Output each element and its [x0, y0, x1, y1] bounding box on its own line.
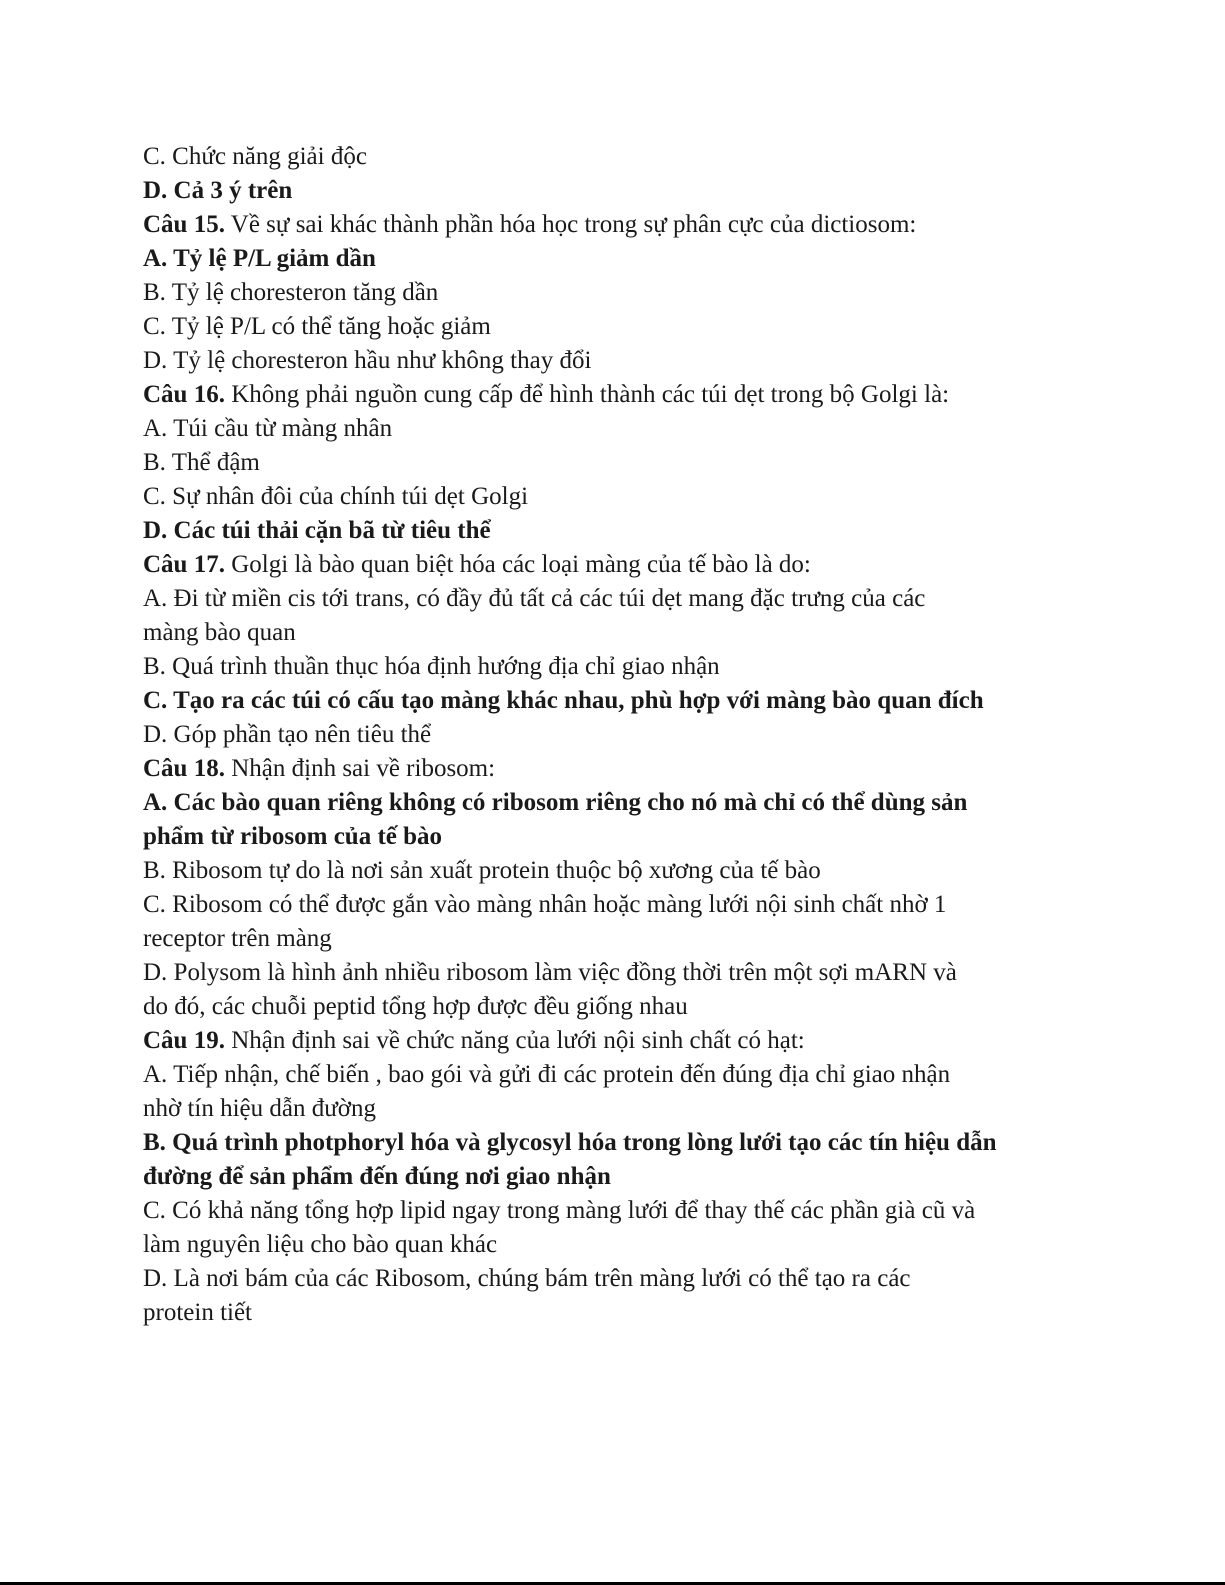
text-run: C. Sự nhân đôi của chính túi dẹt Golgi: [143, 483, 529, 510]
text-line: [143, 276, 1043, 310]
text-run: do đó, các chuỗi peptid tổng hợp được đều giống nhau: [143, 993, 688, 1020]
bold-text-run: D. Cả 3 ý trên: [143, 177, 293, 204]
text-run: B. Thể đậm: [143, 449, 260, 476]
text-line: [143, 514, 1043, 548]
text-line: [143, 412, 1043, 446]
text-line: [143, 650, 1043, 684]
text-line: [143, 310, 1043, 344]
bold-text-run: Câu 15.: [143, 211, 225, 238]
text-run: Không phải nguồn cung cấp để hình thành các túi dẹt trong bộ Golgi là:: [224, 381, 950, 408]
text-line: [143, 1092, 1043, 1126]
document-body: [143, 140, 1043, 1330]
text-run: C. Có khả năng tổng hợp lipid ngay trong màng lưới để thay thế các phần già cũ và: [143, 1197, 976, 1224]
text-line: [143, 1058, 1043, 1092]
text-line: [143, 684, 1043, 718]
bold-text-run: A. Các bào quan riêng không có ribosom riêng cho nó mà chỉ có thể dùng sản: [143, 789, 968, 816]
text-line: [143, 446, 1043, 480]
text-run: D. Góp phần tạo nên tiêu thể: [143, 721, 432, 748]
text-line: [143, 548, 1043, 582]
text-run: nhờ tín hiệu dẫn đường: [143, 1095, 377, 1122]
text-line: [143, 1262, 1043, 1296]
text-line: [143, 820, 1043, 854]
text-line: [143, 888, 1043, 922]
text-line: [143, 1228, 1043, 1262]
text-run: D. Polysom là hình ảnh nhiều ribosom làm việc đồng thời trên một sợi mARN và: [143, 959, 957, 986]
text-run: làm nguyên liệu cho bào quan khác: [143, 1231, 498, 1258]
text-run: A. Tiếp nhận, chế biến , bao gói và gửi đi các protein đến đúng địa chỉ giao nhận: [143, 1061, 951, 1088]
text-line: [143, 1126, 1043, 1160]
bold-text-run: A. Tỷ lệ P/L giảm dần: [143, 245, 376, 272]
text-line: [143, 1160, 1043, 1194]
text-run: D. Là nơi bám của các Ribosom, chúng bám trên màng lưới có thể tạo ra các: [143, 1265, 911, 1292]
text-line: [143, 990, 1043, 1024]
text-run: C. Tỷ lệ P/L có thể tăng hoặc giảm: [143, 313, 491, 340]
text-run: B. Quá trình thuần thục hóa định hướng địa chỉ giao nhận: [143, 653, 720, 680]
text-run: Về sự sai khác thành phần hóa học trong sự phân cực của dictiosom:: [224, 211, 917, 238]
text-run: A. Túi cầu từ màng nhân: [143, 415, 393, 442]
bold-text-run: B. Quá trình photphoryl hóa và glycosyl hóa trong lòng lưới tạo các tín hiệu dẫn: [143, 1129, 997, 1156]
text-run: Golgi là bào quan biệt hóa các loại màng của tế bào là do:: [224, 551, 811, 578]
bold-text-run: đường để sản phẩm đến đúng nơi giao nhận: [143, 1163, 611, 1190]
text-line: [143, 344, 1043, 378]
text-line: [143, 378, 1043, 412]
bold-text-run: Câu 17.: [143, 551, 225, 578]
bold-text-run: Câu 16.: [143, 381, 225, 408]
text-run: C. Chức năng giải độc: [143, 143, 367, 170]
text-run: B. Ribosom tự do là nơi sản xuất protein thuộc bộ xương của tế bào: [143, 857, 821, 884]
text-line: [143, 140, 1043, 174]
text-run: protein tiết: [143, 1299, 252, 1326]
text-run: receptor trên màng: [143, 925, 332, 952]
text-run: B. Tỷ lệ choresteron tăng dần: [143, 279, 439, 306]
bold-text-run: Câu 19.: [143, 1027, 225, 1054]
text-line: [143, 1194, 1043, 1228]
text-run: A. Đi từ miền cis tới trans, có đầy đủ tất cả các túi dẹt mang đặc trưng của các: [143, 585, 926, 612]
text-line: [143, 922, 1043, 956]
text-line: [143, 480, 1043, 514]
text-line: [143, 786, 1043, 820]
bold-text-run: Câu 18.: [143, 755, 225, 782]
text-line: [143, 208, 1043, 242]
text-run: màng bào quan: [143, 619, 296, 646]
text-run: C. Ribosom có thể được gắn vào màng nhân hoặc màng lưới nội sinh chất nhờ 1: [143, 891, 947, 918]
text-line: [143, 956, 1043, 990]
text-line: [143, 854, 1043, 888]
text-line: [143, 1024, 1043, 1058]
text-line: [143, 1296, 1043, 1330]
text-line: [143, 174, 1043, 208]
text-line: [143, 718, 1043, 752]
text-line: [143, 616, 1043, 650]
bold-text-run: D. Các túi thải cặn bã từ tiêu thể: [143, 517, 491, 544]
text-run: Nhận định sai về chức năng của lưới nội sinh chất có hạt:: [224, 1027, 805, 1054]
bold-text-run: C. Tạo ra các túi có cấu tạo màng khác nhau, phù hợp với màng bào quan đích: [143, 687, 984, 714]
text-line: [143, 582, 1043, 616]
text-run: Nhận định sai về ribosom:: [224, 755, 496, 782]
text-line: [143, 242, 1043, 276]
bold-text-run: phẩm từ ribosom của tế bào: [143, 823, 443, 850]
text-line: [143, 752, 1043, 786]
text-run: D. Tỷ lệ choresteron hầu như không thay đổi: [143, 347, 592, 374]
